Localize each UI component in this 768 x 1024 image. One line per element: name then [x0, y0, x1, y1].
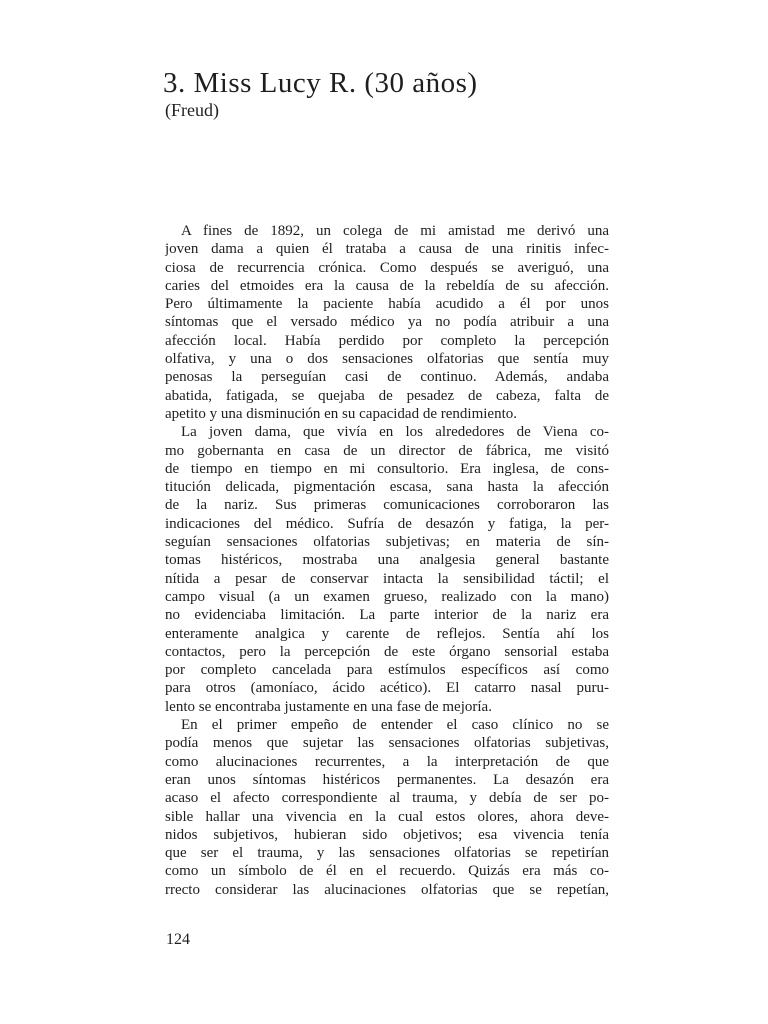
page-number: 124 [166, 931, 190, 948]
text-line: podía menos que sujetar las sensaciones olfatorias subjetivas, [165, 735, 609, 752]
text-line: por completo cancelada para estímulos específicos así como [165, 662, 609, 679]
text-line: seguían sensaciones olfatorias subjetivas; en materia de sín- [165, 534, 609, 551]
text-line: caries del etmoides era la causa de la rebeldía de su afección. [165, 277, 609, 294]
text-line: para otros (amoníaco, ácido acético). El catarro nasal puru- [165, 680, 609, 697]
text-line: lento se encontraba justamente en una fase de mejoría. [165, 698, 492, 715]
text-line: acaso el afecto correspondiente al trauma, y debía de ser po- [165, 790, 609, 807]
text-line: joven dama a quien él trataba a causa de una rinitis infec- [165, 241, 609, 258]
paragraph [165, 716, 609, 899]
text-line: abatida, fatigada, se quejaba de pesadez de cabeza, falta de [165, 387, 609, 404]
text-line: no evidenciaba limitación. La parte interior de la nariz era [165, 607, 609, 624]
text-line: afección local. Había perdido por completo la percepción [165, 332, 609, 349]
text-line: campo visual (a un examen grueso, realizado con la mano) [165, 588, 609, 605]
text-line: sible hallar una vivencia en la cual estos olores, ahora deve- [165, 808, 609, 825]
text-line: que ser el trauma, y las sensaciones olfatorias se repetirían [165, 845, 609, 862]
text-line: eran unos síntomas histéricos permanentes. La desazón era [165, 771, 609, 788]
text-line: como un símbolo de él en el recuerdo. Quizás era más co- [165, 863, 609, 880]
text-line: olfativa, y una o dos sensaciones olfatorias que sentía muy [165, 351, 609, 368]
text-line: contactos, pero la percepción de este órgano sensorial estaba [165, 643, 609, 660]
text-line: apetito y una disminución en su capacidad de rendimiento. [165, 405, 517, 422]
chapter-title: 3. Miss Lucy R. (30 años) [163, 67, 478, 99]
text-line: enteramente analgica y carente de reflejos. Sentía ahí los [165, 625, 609, 642]
text-line: síntomas que el versado médico ya no podía atribuir a una [165, 314, 609, 331]
body-text [165, 222, 609, 899]
paragraph [165, 222, 609, 423]
paragraph [165, 423, 609, 716]
text-line: A fines de 1892, un colega de mi amistad me derivó una [181, 223, 609, 239]
text-line: como alucinaciones recurrentes, a la interpretación de que [165, 753, 609, 770]
text-line: nidos subjetivos, hubieran sido objetivos; esa vivencia tenía [165, 826, 609, 843]
chapter-author: (Freud) [165, 100, 219, 120]
text-line: titución delicada, pigmentación escasa, sana hasta la afección [165, 479, 609, 496]
text-line: rrecto considerar las alucinaciones olfatorias que se repetían, [165, 881, 609, 898]
text-line: ciosa de recurrencia crónica. Como después se averiguó, una [165, 259, 609, 276]
text-line: de tiempo en tiempo en mi consultorio. Era inglesa, de cons- [165, 460, 609, 477]
text-line: mo gobernanta en casa de un director de fábrica, me visitó [165, 442, 609, 459]
text-line: La joven dama, que vivía en los alrededores de Viena co- [181, 424, 609, 441]
text-line: tomas histéricos, mostraba una analgesia general bastante [165, 552, 609, 569]
text-line: nítida a pesar de conservar intacta la sensibilidad táctil; el [165, 570, 609, 587]
text-line: Pero últimamente la paciente había acudido a él por unos [165, 296, 609, 313]
text-line: de la nariz. Sus primeras comunicaciones corroboraron las [165, 497, 609, 514]
text-line: En el primer empeño de entender el caso clínico no se [181, 717, 609, 734]
text-line: penosas la perseguían casi de continuo. Además, andaba [165, 369, 609, 386]
text-line: indicaciones del médico. Sufría de desazón y fatiga, la per- [165, 515, 609, 532]
